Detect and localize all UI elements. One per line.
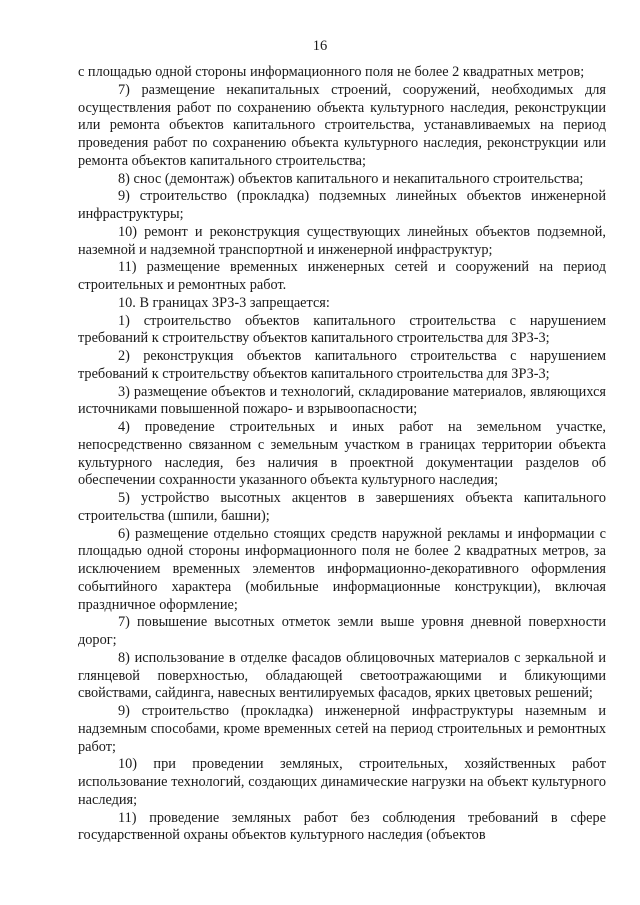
paragraph: 8) использование в отделке фасадов облицовочных материалов с зеркальной и глянцевой поверхностью, обладающей светоотражающими и бликующими свойствами, сайдинга, навесных вентилируемых фасадов, ярких цветовых решений;	[78, 649, 606, 702]
paragraph: 11) размещение временных инженерных сетей и сооружений на период строительных и ремонтных работ.	[78, 259, 606, 293]
paragraph: 2) реконструкция объектов капитального строительства с нарушением требований к строительству объектов капитального строительства для ЗРЗ-3;	[78, 348, 606, 382]
paragraph: 7) размещение некапитальных строений, сооружений, необходимых для осуществления работ по сохранению объекта культурного наследия, реконструкции или ремонта объектов капитального строительства, устанавливаемых на период проведения работ по сохранению объекта культурного наследия, реконструкции или ремонта объектов капитального строительства;	[78, 81, 606, 169]
paragraph: 10) ремонт и реконструкция существующих линейных объектов подземной, наземной и надземной транспортной и инженерной инфраструктур;	[78, 223, 606, 258]
paragraph: 9) строительство (прокладка) подземных линейных объектов инженерной инфраструктуры;	[78, 188, 606, 222]
paragraph: 1) строительство объектов капитального строительства с нарушением требований к строительству объектов капитального строительства для ЗРЗ-3;	[78, 312, 606, 347]
document-body	[78, 64, 606, 845]
paragraph: 3) размещение объектов и технологий, складирование материалов, являющихся источниками повышенной пожаро- и взрывоопасности;	[78, 383, 606, 418]
paragraph: 10) при проведении земляных, строительных, хозяйственных работ использование технологий, создающих динамические нагрузки на объект культурного наследия;	[78, 756, 606, 808]
paragraph: 4) проведение строительных и иных работ на земельном участке, непосредственно связанном с земельным участком в границах территории объекта культурного наследия, без наличия в проектной документации разделов об обеспечении сохранности указанного объекта культурного наследия;	[78, 419, 606, 489]
paragraph: 8) снос (демонтаж) объектов капитального и некапитального строительства;	[118, 170, 584, 187]
section-heading: 10. В границах ЗРЗ-3 запрещается:	[118, 294, 330, 311]
paragraph: 6) размещение отдельно стоящих средств наружной рекламы и информации с площадью одной стороны информационного поля не более 2 квадратных метров, за исключением временных элементов информационно-декоративного оформления событийного характера (мобильные информационные конструкции), включая праздничное оформление;	[78, 525, 606, 613]
paragraph: с площадью одной стороны информационного поля не более 2 квадратных метров;	[78, 64, 585, 80]
paragraph: 7) повышение высотных отметок земли выше уровня дневной поверхности дорог;	[78, 614, 606, 648]
paragraph: 9) строительство (прокладка) инженерной инфраструктуры наземным и надземным способами, кроме временных сетей на период строительных и ремонтных работ;	[78, 703, 606, 755]
paragraph: 5) устройство высотных акцентов в завершениях объекта капитального строительства (шпили, башни);	[78, 490, 606, 524]
page-number: 16	[312, 38, 328, 54]
paragraph: 11) проведение земляных работ без соблюдения требований в сфере государственной охраны объектов культурного наследия (объектов	[78, 809, 606, 844]
